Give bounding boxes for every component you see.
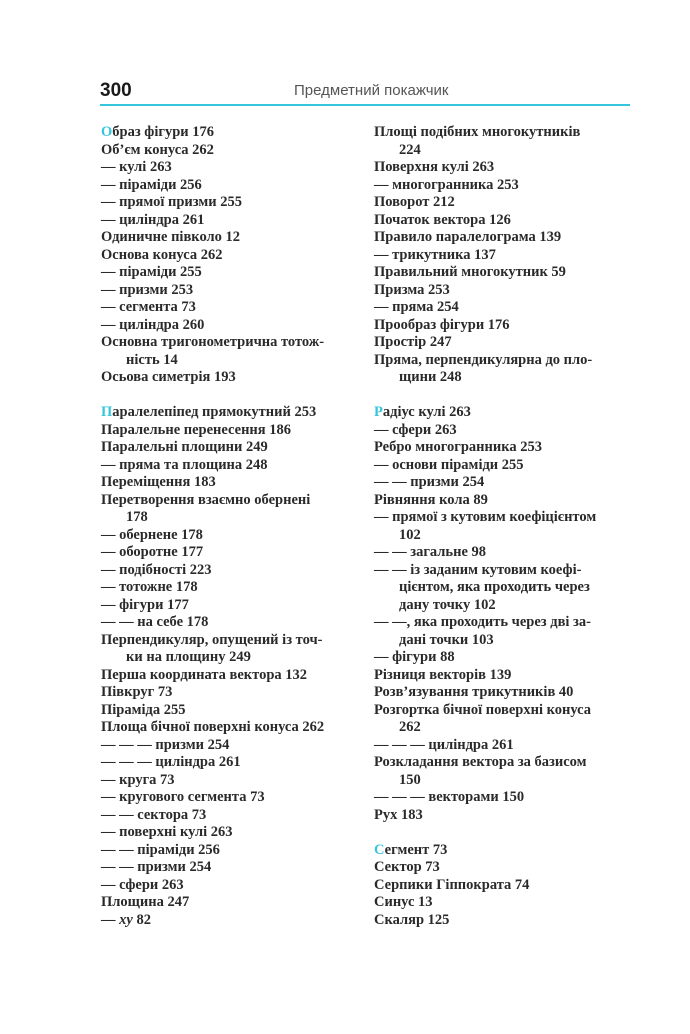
index-entry <box>374 842 634 860</box>
entry-text: — —, яка проходить через дві за- <box>374 614 591 630</box>
index-entry <box>101 579 361 597</box>
index-entry <box>374 439 634 457</box>
index-entry <box>101 282 361 300</box>
entry-text: — — — циліндра 261 <box>374 736 514 753</box>
index-entry <box>101 894 361 912</box>
index-entry <box>374 579 634 597</box>
entry-text: адіус кулі 263 <box>382 404 471 420</box>
entry-text: Площина 247 <box>101 894 190 910</box>
header-rule <box>100 104 630 106</box>
index-entry <box>374 859 634 877</box>
index-column-right <box>374 124 634 929</box>
entry-text: — піраміди 256 <box>101 176 202 193</box>
entry-text: цієнтом, яка проходить через <box>399 579 590 595</box>
running-title: Предметний покажчик <box>294 82 449 99</box>
index-entry <box>101 334 361 352</box>
entry-text: — — призми 254 <box>101 859 212 875</box>
index-entry <box>374 264 634 282</box>
index-entry <box>101 632 361 650</box>
entry-text: Основна тригонометрична тотож- <box>101 334 325 350</box>
entry-text: — пряма 254 <box>374 299 459 315</box>
index-entry <box>101 614 361 632</box>
index-entry <box>374 492 634 510</box>
page-number: 300 <box>100 80 132 101</box>
index-entry <box>374 352 634 370</box>
index-entry <box>374 422 634 440</box>
index-entry <box>101 789 361 807</box>
entry-text: 178 <box>126 509 148 525</box>
entry-text: — сфери 263 <box>374 421 457 438</box>
entry-text: — — сектора 73 <box>101 806 207 823</box>
index-entry <box>101 597 361 615</box>
entry-text: — — призми 254 <box>374 474 485 490</box>
index-entry <box>101 439 361 457</box>
entry-text: — тотожне 178 <box>101 579 198 595</box>
index-entry <box>374 212 634 230</box>
entry-text: — сфери 263 <box>101 876 184 893</box>
entry-text: — призми 253 <box>101 281 194 298</box>
index-entry <box>374 317 634 335</box>
index-entry <box>374 229 634 247</box>
entry-text: Призма 253 <box>374 281 450 298</box>
entry-text: — прямої з кутовим коефіцієнтом <box>374 509 597 525</box>
entry-text: Осьова симетрія 193 <box>101 369 236 385</box>
index-entry <box>374 282 634 300</box>
index-entry <box>374 527 634 545</box>
index-entry <box>101 177 361 195</box>
index-entry <box>101 299 361 317</box>
index-entry <box>101 457 361 475</box>
entry-text: Площа бічної поверхні конуса 262 <box>101 719 325 735</box>
entry-text: Правило паралелограма 139 <box>374 229 562 245</box>
index-entry <box>101 352 361 370</box>
entry-text: — фігури 88 <box>374 649 455 665</box>
index-entry <box>101 719 361 737</box>
entry-text: аралелепіпед прямокутний 253 <box>112 404 317 420</box>
index-entry <box>374 614 634 632</box>
index-entry <box>374 142 634 160</box>
entry-text: — — піраміди 256 <box>101 841 220 858</box>
index-entry <box>374 177 634 195</box>
entry-text: Півкруг 73 <box>101 684 173 700</box>
section-initial-letter: Р <box>374 404 383 420</box>
index-entry <box>101 229 361 247</box>
index-entry <box>374 894 634 912</box>
entry-text: егмент 73 <box>384 841 448 858</box>
entry-text: — оборотне 177 <box>101 544 204 560</box>
entry-text: Серпики Гіппократа 74 <box>374 876 530 893</box>
index-entry <box>101 404 361 422</box>
entry-text: — многогранника 253 <box>374 176 519 193</box>
entry-text: Пряма, перпендикулярна до пло- <box>374 351 593 368</box>
entry-text: ність 14 <box>126 351 178 368</box>
index-entry <box>101 754 361 772</box>
entry-text: Розгортка бічної поверхні конуса <box>374 701 592 718</box>
index-entry <box>101 194 361 212</box>
entry-text: — обернене 178 <box>101 526 203 543</box>
index-entry <box>374 597 634 615</box>
entry-text: Початок вектора 126 <box>374 211 511 228</box>
entry-text: — — — векторами 150 <box>374 789 525 805</box>
index-entry <box>101 877 361 895</box>
index-entry <box>374 369 634 387</box>
entry-text: — основи піраміди 255 <box>374 456 524 473</box>
entry-text: браз фігури 176 <box>112 124 214 140</box>
entry-text: — — загальне 98 <box>374 544 487 560</box>
index-entry <box>374 562 634 580</box>
entry-text: Сектор 73 <box>374 859 440 875</box>
entry-text: — прямої призми 255 <box>101 194 242 210</box>
entry-text: Ребро многогранника 253 <box>374 439 542 455</box>
entry-text: Перетворення взаємно обернені <box>101 491 311 508</box>
index-entry <box>101 649 361 667</box>
page-header <box>100 80 630 105</box>
entry-text: — подібності 223 <box>101 561 212 578</box>
section-initial-letter: П <box>101 404 113 420</box>
index-entry <box>101 492 361 510</box>
index-entry <box>374 702 634 720</box>
entry-text: — — на себе 178 <box>101 614 209 630</box>
index-entry <box>374 457 634 475</box>
index-entry <box>101 842 361 860</box>
entry-text: 262 <box>399 719 421 735</box>
entry-text: 224 <box>399 141 421 158</box>
entry-text: — кругового сегмента 73 <box>101 789 265 805</box>
index-entry <box>101 667 361 685</box>
index-entry <box>374 737 634 755</box>
entry-text: Розв’язування трикутників 40 <box>374 684 574 700</box>
index-entry <box>101 212 361 230</box>
section-initial-letter: С <box>374 841 385 858</box>
index-entry <box>374 124 634 142</box>
index-entry <box>101 824 361 842</box>
entry-text: — циліндра 260 <box>101 316 205 333</box>
entry-text: — сегмента 73 <box>101 299 196 315</box>
index-entry <box>374 632 634 650</box>
index-entry <box>101 369 361 387</box>
entry-text: Різниця векторів 139 <box>374 666 512 683</box>
index-entry <box>101 317 361 335</box>
index-entry <box>374 719 634 737</box>
index-entry <box>374 404 634 422</box>
index-column-left <box>101 124 361 929</box>
entry-text: Паралельне перенесення 186 <box>101 421 291 438</box>
entry-text: Рух 183 <box>374 806 423 823</box>
entry-text: Основа конуса 262 <box>101 246 223 263</box>
entry-text: — поверхні кулі 263 <box>101 824 233 840</box>
index-entry <box>374 877 634 895</box>
index-entry <box>101 737 361 755</box>
section-gap <box>374 387 634 405</box>
entry-text: — кулі 263 <box>101 159 172 175</box>
entry-text: Скаляр 125 <box>374 911 450 928</box>
entry-text: — піраміди 255 <box>101 264 202 280</box>
index-entry <box>101 474 361 492</box>
entry-text: ки на площину 249 <box>126 649 251 665</box>
entry-text: — пряма та площина 248 <box>101 456 268 473</box>
entry-text: Прообраз фігури 176 <box>374 316 510 333</box>
section-gap <box>101 387 361 405</box>
entry-text: — — — циліндра 261 <box>101 754 241 770</box>
index-entry <box>101 544 361 562</box>
index-entry <box>374 912 634 930</box>
section-gap <box>374 824 634 842</box>
index-entry <box>101 264 361 282</box>
index-entry <box>374 159 634 177</box>
entry-text: Об’єм конуса 262 <box>101 141 214 158</box>
index-entry <box>374 334 634 352</box>
index-entry <box>101 702 361 720</box>
index-entry <box>374 299 634 317</box>
entry-page-ref: 82 <box>132 911 151 928</box>
entry-text: — — із заданим кутовим коефі- <box>374 561 582 578</box>
index-entry <box>101 562 361 580</box>
entry-text: дану точку 102 <box>399 596 496 613</box>
index-entry <box>374 807 634 825</box>
entry-text: Переміщення 183 <box>101 474 216 490</box>
index-entry <box>101 124 361 142</box>
index-entry <box>374 649 634 667</box>
entry-text: Перпендикуляр, опущений із точ- <box>101 631 323 648</box>
index-entry <box>374 789 634 807</box>
entry-text: — трикутника 137 <box>374 246 496 263</box>
index-entry <box>101 527 361 545</box>
entry-text: — фігури 177 <box>101 596 189 613</box>
index-entry <box>101 859 361 877</box>
index-entry <box>101 684 361 702</box>
index-entry <box>374 772 634 790</box>
index-entry <box>101 159 361 177</box>
index-entry <box>374 754 634 772</box>
entry-text: Одиничне півколо 12 <box>101 229 241 245</box>
section-initial-letter: О <box>101 124 113 140</box>
entry-text: — — — призми 254 <box>101 736 230 753</box>
entry-text: 102 <box>399 526 421 543</box>
entry-text: Простір 247 <box>374 334 452 350</box>
index-entry <box>101 509 361 527</box>
index-entry <box>101 142 361 160</box>
entry-text: щини 248 <box>399 369 462 385</box>
index-entry <box>101 912 361 930</box>
index-entry <box>101 807 361 825</box>
index-entry <box>374 247 634 265</box>
entry-text: Синус 13 <box>374 894 433 910</box>
entry-text: Перша координата вектора 132 <box>101 666 308 683</box>
index-entry <box>374 194 634 212</box>
entry-text: Піраміда 255 <box>101 701 186 718</box>
entry-text: Поверхня кулі 263 <box>374 159 495 175</box>
index-entry <box>374 667 634 685</box>
index-entry <box>101 422 361 440</box>
entry-text: Рівняння кола 89 <box>374 491 488 508</box>
index-entry <box>374 474 634 492</box>
entry-text: Поворот 212 <box>374 194 455 210</box>
index-entry <box>101 247 361 265</box>
index-entry <box>374 509 634 527</box>
entry-text: Площі подібних многокутників <box>374 124 581 140</box>
entry-prefix: — <box>101 911 120 928</box>
entry-text: дані точки 103 <box>399 631 494 648</box>
index-entry <box>101 772 361 790</box>
entry-text: Паралельні площини 249 <box>101 439 268 455</box>
entry-text: Розкладання вектора за базисом <box>374 754 587 770</box>
entry-italic-term: xy <box>119 911 133 928</box>
index-entry <box>374 684 634 702</box>
entry-text: 150 <box>399 771 421 788</box>
index-entry <box>374 544 634 562</box>
entry-text: — круга 73 <box>101 771 175 788</box>
entry-text: — циліндра 261 <box>101 211 205 228</box>
entry-text: Правильний многокутник 59 <box>374 264 566 280</box>
